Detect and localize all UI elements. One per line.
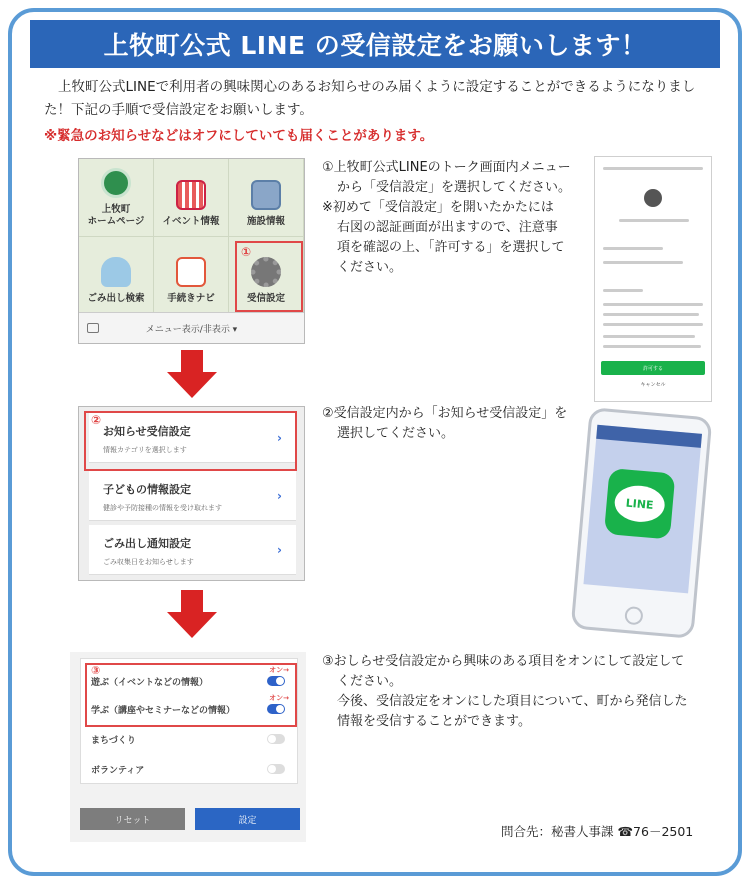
menu-item-homepage[interactable]: 上牧町 ホームページ	[79, 159, 154, 237]
menu-item-trash[interactable]: ごみ出し検索	[79, 237, 154, 315]
line-phone-illustration	[571, 407, 713, 639]
settings-screenshot	[78, 406, 305, 581]
down-arrow	[167, 590, 217, 640]
child-settings-row[interactable]: 子どもの情報設定 健診や予防接種の情報を受け取れます ›	[89, 471, 296, 521]
step3-text: ③おしらせ受信設定から興味のある項目をオンにして設定して ください。 今後、受信設定をオンにした項目について、町から発信した 情報を受信することができます。	[322, 654, 688, 729]
menu-item-events[interactable]: イベント情報	[154, 159, 229, 237]
intro-text: 上牧町公式LINEで利用者の興味関心のあるお知らせのみ届くように設定することができるようになりました！下記の手順で受信設定をお願いします。	[44, 79, 696, 118]
step2-text: ②受信設定内から「お知らせ受信設定」を 選択してください。	[322, 406, 568, 441]
toggle-settings-screenshot	[70, 652, 306, 842]
allow-button[interactable]: 許可する	[601, 361, 705, 375]
home-button-icon	[624, 606, 644, 626]
clipboard-icon	[176, 257, 206, 287]
menu-item-receive-settings[interactable]: 受信設定	[229, 237, 304, 315]
news-settings-row[interactable]: お知らせ受信設定 情報カテゴリを選択します ›	[89, 413, 296, 463]
trash-bag-icon	[101, 257, 131, 287]
menu-item-procedures[interactable]: 手続きナビ	[154, 237, 229, 315]
calendar-icon	[176, 180, 206, 210]
chevron-right-icon: ›	[277, 431, 282, 445]
toggle-switch[interactable]	[267, 764, 285, 774]
page-title: 上牧町公式 LINE の受信設定をお願いします！	[30, 20, 720, 68]
reset-button[interactable]: リセット	[80, 808, 185, 830]
warning-text: ※緊急のお知らせなどはオフにしていても届くことがあります。	[44, 128, 434, 144]
menu-item-facilities[interactable]: 施設情報	[229, 159, 304, 237]
down-arrow	[167, 350, 217, 400]
building-icon	[251, 180, 281, 210]
step-marker: ①	[241, 245, 252, 259]
town-logo-icon	[644, 189, 662, 207]
highlight-box	[84, 411, 297, 471]
step-marker: ②	[91, 413, 102, 427]
toggle-switch[interactable]	[267, 734, 285, 744]
toggle-row-learn[interactable]: 学ぶ（講座やセミナーなどの情報） オン→	[91, 694, 289, 716]
chevron-right-icon: ›	[277, 489, 282, 503]
step-marker: ③	[91, 664, 101, 677]
toggle-row-play[interactable]: 遊ぶ（イベントなどの情報） オン→	[91, 666, 289, 688]
save-button[interactable]: 設定	[195, 808, 300, 830]
home-icon	[101, 168, 131, 198]
chevron-right-icon: ›	[277, 543, 282, 557]
rich-menu-screenshot	[78, 158, 305, 344]
cancel-link[interactable]: キャンセル	[640, 382, 666, 388]
trash-settings-row[interactable]: ごみ出し通知設定 ごみ収集日をお知らせします ›	[89, 525, 296, 575]
step1-text: ①上牧町公式LINEのトーク画面内メニュー から「受信設定」を選択してください。 ※初めて「受信設定」を開いたかたには 右図の認証画面が出ますので、注意事 項を確認の上、「許可する」を選択して ください。	[322, 160, 572, 275]
highlight-box	[85, 663, 297, 727]
line-logo: LINE	[604, 468, 676, 540]
toggle-row-town[interactable]: まちづくり	[91, 725, 291, 753]
menu-toggle[interactable]: メニュー表示/非表示 ▾	[79, 312, 304, 343]
keyboard-icon	[87, 323, 99, 333]
auth-screen-screenshot	[594, 156, 712, 402]
toggle-row-volunteer[interactable]: ボランティア	[91, 755, 291, 783]
contact-info: 問合先：秘書人事課 ☎76－2501	[501, 824, 694, 839]
